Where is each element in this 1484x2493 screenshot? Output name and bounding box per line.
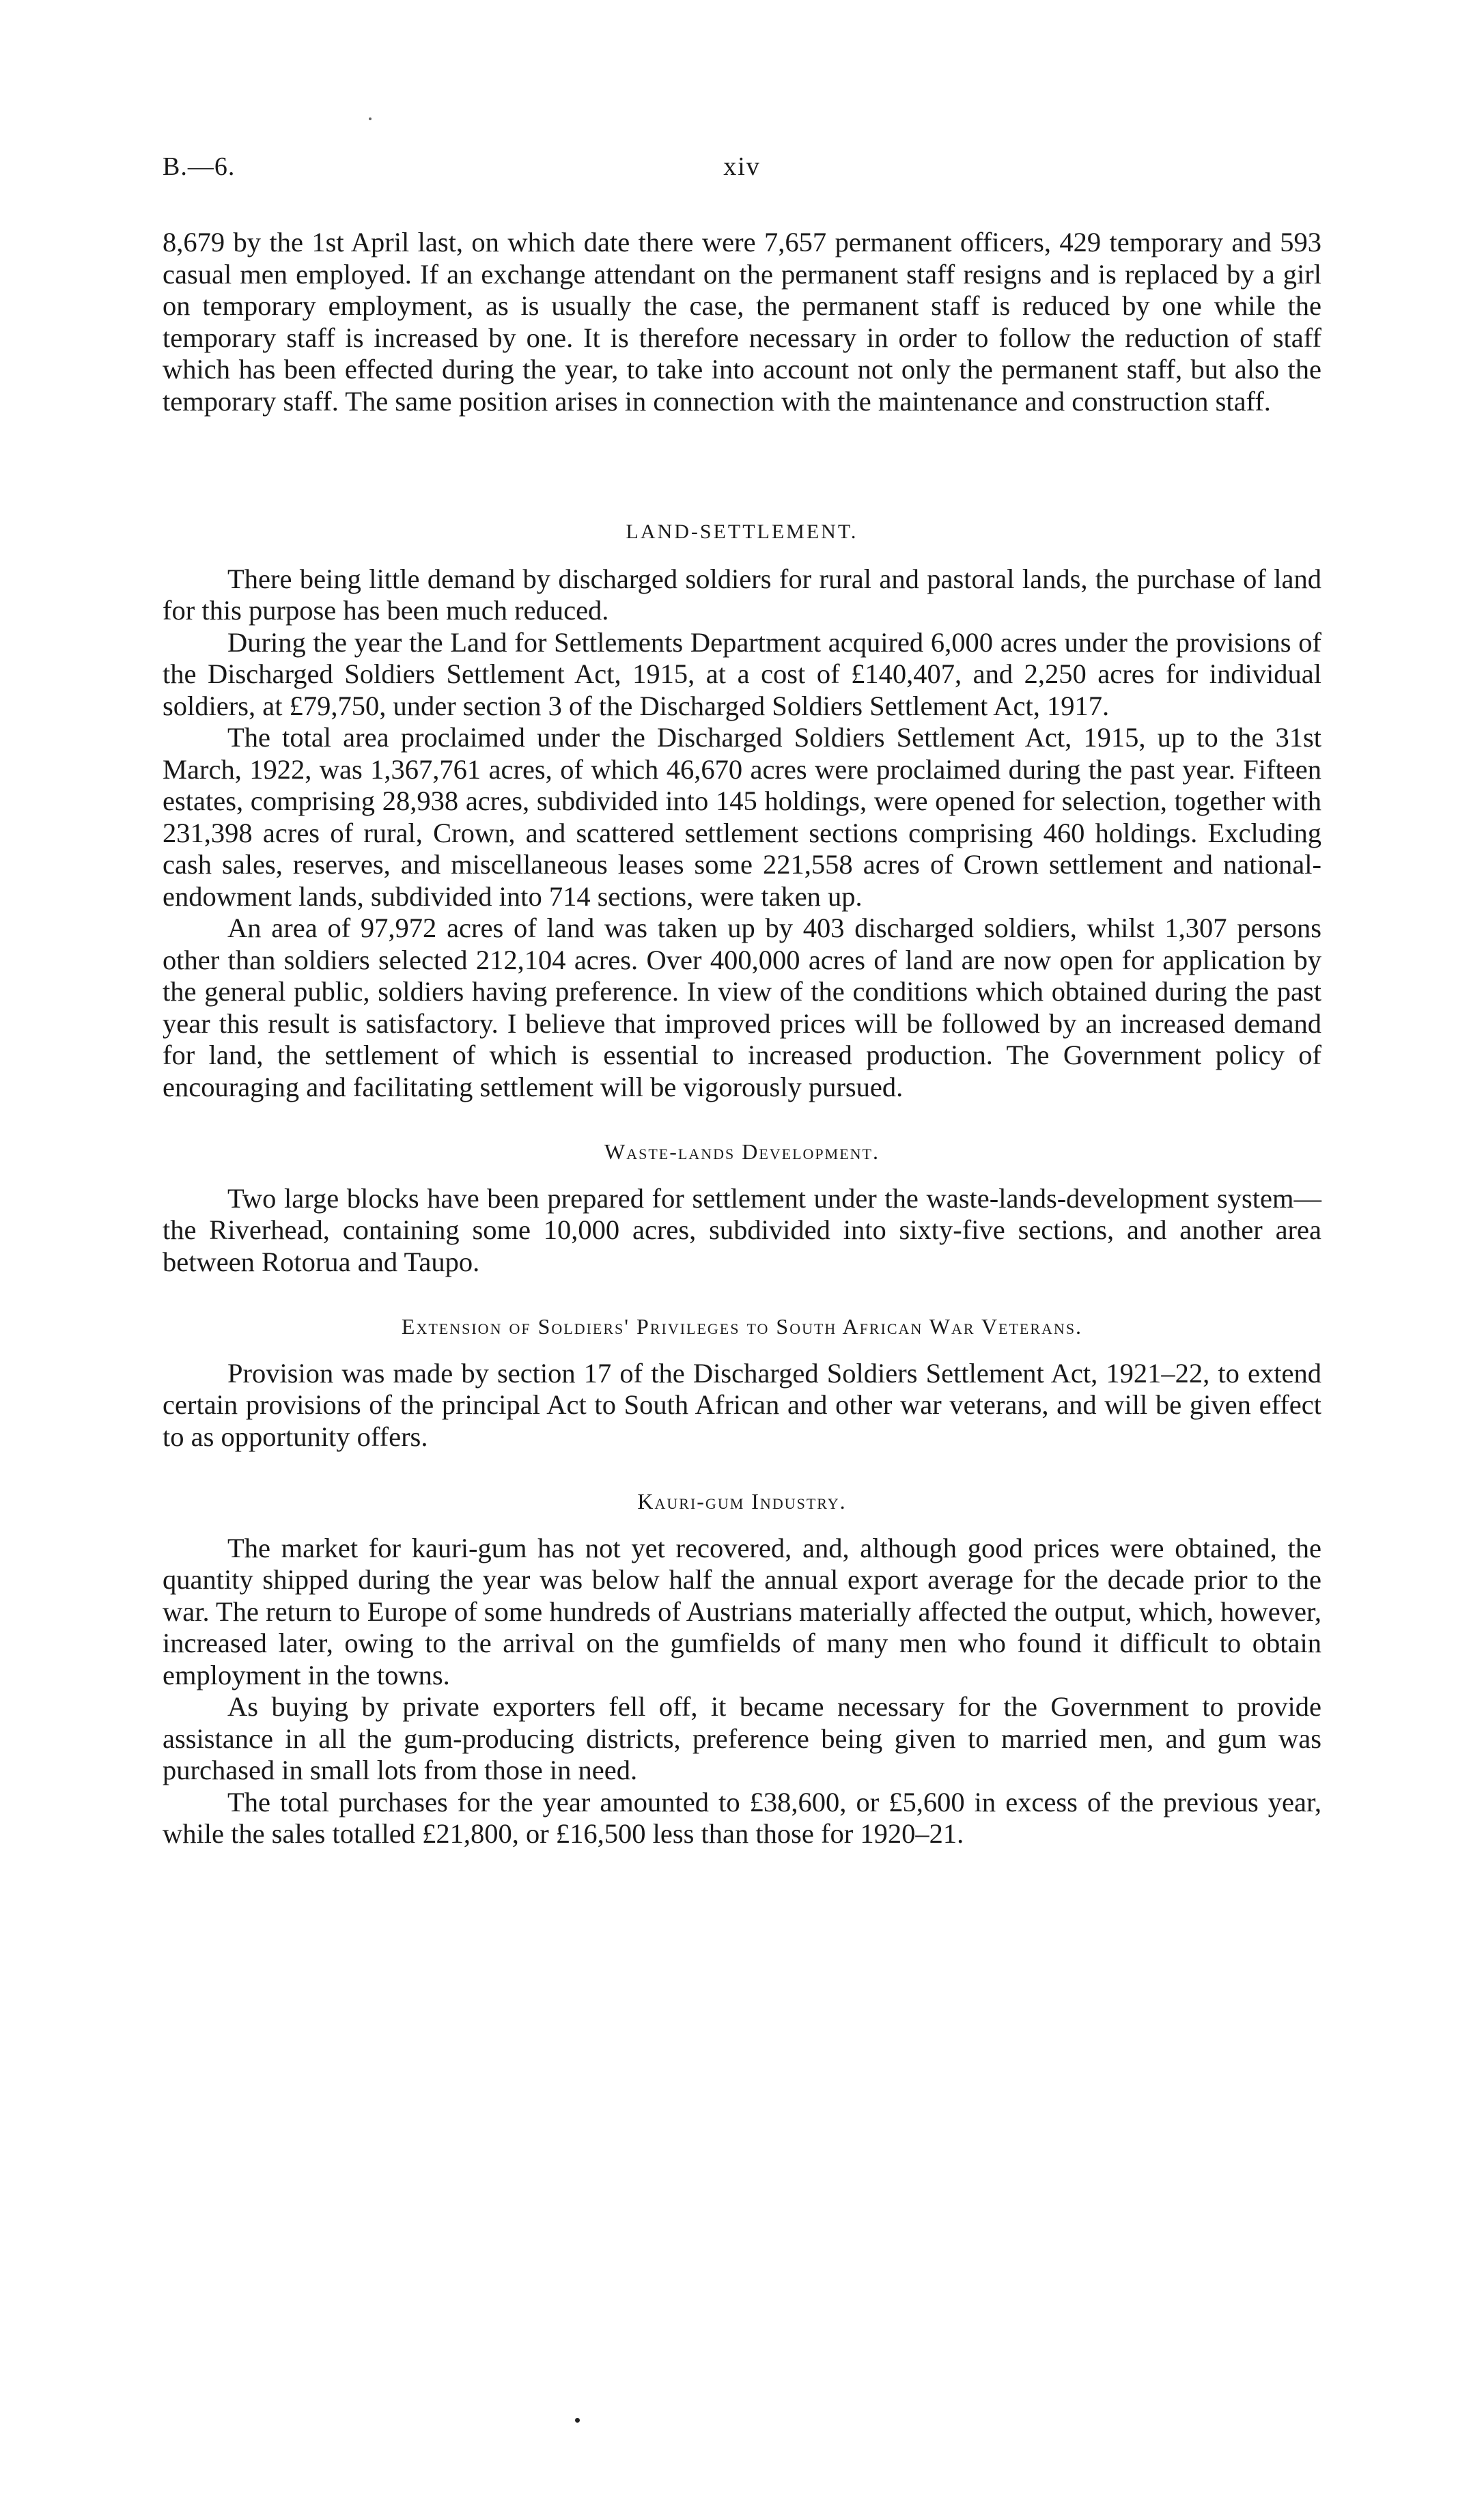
waste-lands-paragraph: Two large blocks have been prepared for settlement under the waste-lands-development system—the Riverhead, containing some 10,000 acres, subdivided into sixty-five sections, and another area between Rotorua and Taupo. <box>163 1182 1321 1277</box>
kauri-gum-paragraph: The market for kauri-gum has not yet recovered, and, although good prices were obtained, the quantity shipped during the year was below half the annual export average for the decade prior to the war. The return to Europe of some hundreds of Austrians materially affected the output, which, however, increased later, owing to the arrival on the gumfields of many men who found it difficult to obtain employment in the towns. <box>163 1532 1321 1690</box>
page-number: xiv <box>723 152 761 181</box>
intro-paragraph: 8,679 by the 1st April last, on which date there were 7,657 permanent officers, 429 temporary and 593 casual men employed. If an exchange attendant on the permanent staff resigns and is replaced by a girl on temporary employment, as is usually the case, the permanent staff is reduced by one while the temporary staff is increased by one. It is therefore necessary in order to follow the reduction of staff which has been effected during the year, to take into account not only the permanent staff, but also the temporary staff. The same position arises in connection with the maintenance and construction staff. <box>163 227 1321 417</box>
land-settlement-paragraph: During the year the Land for Settlements Department acquired 6,000 acres under the provisions of the Discharged Soldiers Settlement Act, 1915, at a cost of £140,407, and 2,250 acres for individual soldiers, at £79,750, under section 3 of the Discharged Soldiers Settlement Act, 1917. <box>163 626 1321 721</box>
kauri-gum-paragraph: The total purchases for the year amounted to £38,600, or £5,600 in excess of the previous year, while the sales totalled £21,800, or £16,500 less than those for 1920–21. <box>163 1786 1321 1849</box>
document-reference: B.—6. <box>163 152 236 181</box>
kauri-gum-paragraph: As buying by private exporters fell off, it became necessary for the Government to provide assistance in all the gum-producing districts, preference being given to married men, and gum was purchased in small lots from those in need. <box>163 1691 1321 1785</box>
scan-dot <box>575 2418 580 2423</box>
land-settlement-paragraph: An area of 97,972 acres of land was taken up by 403 discharged soldiers, whilst 1,307 persons other than soldiers selected 212,104 acres. Over 400,000 acres of land are now open for application by the general public, soldiers having preference. In view of the conditions which obtained during the past year this result is satisfactory. I believe that improved prices will be followed by an increased demand for land, the settlement of which is essential to increased production. The Government policy of encouraging and facilitating settlement will be vigorously pursued. <box>163 913 1321 1102</box>
section-heading-waste-lands: Waste-lands Development. <box>604 1139 880 1164</box>
section-heading-kauri-gum: Kauri-gum Industry. <box>637 1489 847 1514</box>
south-african-paragraph: Provision was made by section 17 of the Discharged Soldiers Settlement Act, 1921–22, to extend certain provisions of the principal Act to South African and other war veterans, and will be given effect to as opportunity offers. <box>163 1357 1321 1452</box>
section-heading-land-settlement: LAND-SETTLEMENT. <box>626 520 858 543</box>
page-header <box>163 152 1321 193</box>
scan-speck <box>369 117 372 120</box>
document-body <box>163 227 1321 1850</box>
land-settlement-paragraph: The total area proclaimed under the Discharged Soldiers Settlement Act, 1915, up to the 31st March, 1922, was 1,367,761 acres, of which 46,670 acres were proclaimed during the past year. Fifteen estates, comprising 28,938 acres, subdivided into 145 holdings, were opened for selection, together with 231,398 acres of rural, Crown, and scattered settlement sections comprising 460 holdings. Excluding cash sales, reserves, and miscellaneous leases some 221,558 acres of Crown settlement and national-endowment lands, subdivided into 714 sections, were taken up. <box>163 722 1321 912</box>
land-settlement-paragraph: There being little demand by discharged soldiers for rural and pastoral lands, the purchase of land for this purpose has been much reduced. <box>163 563 1321 626</box>
section-heading-south-african: Extension of Soldiers' Privileges to South African War Veterans. <box>401 1314 1083 1339</box>
